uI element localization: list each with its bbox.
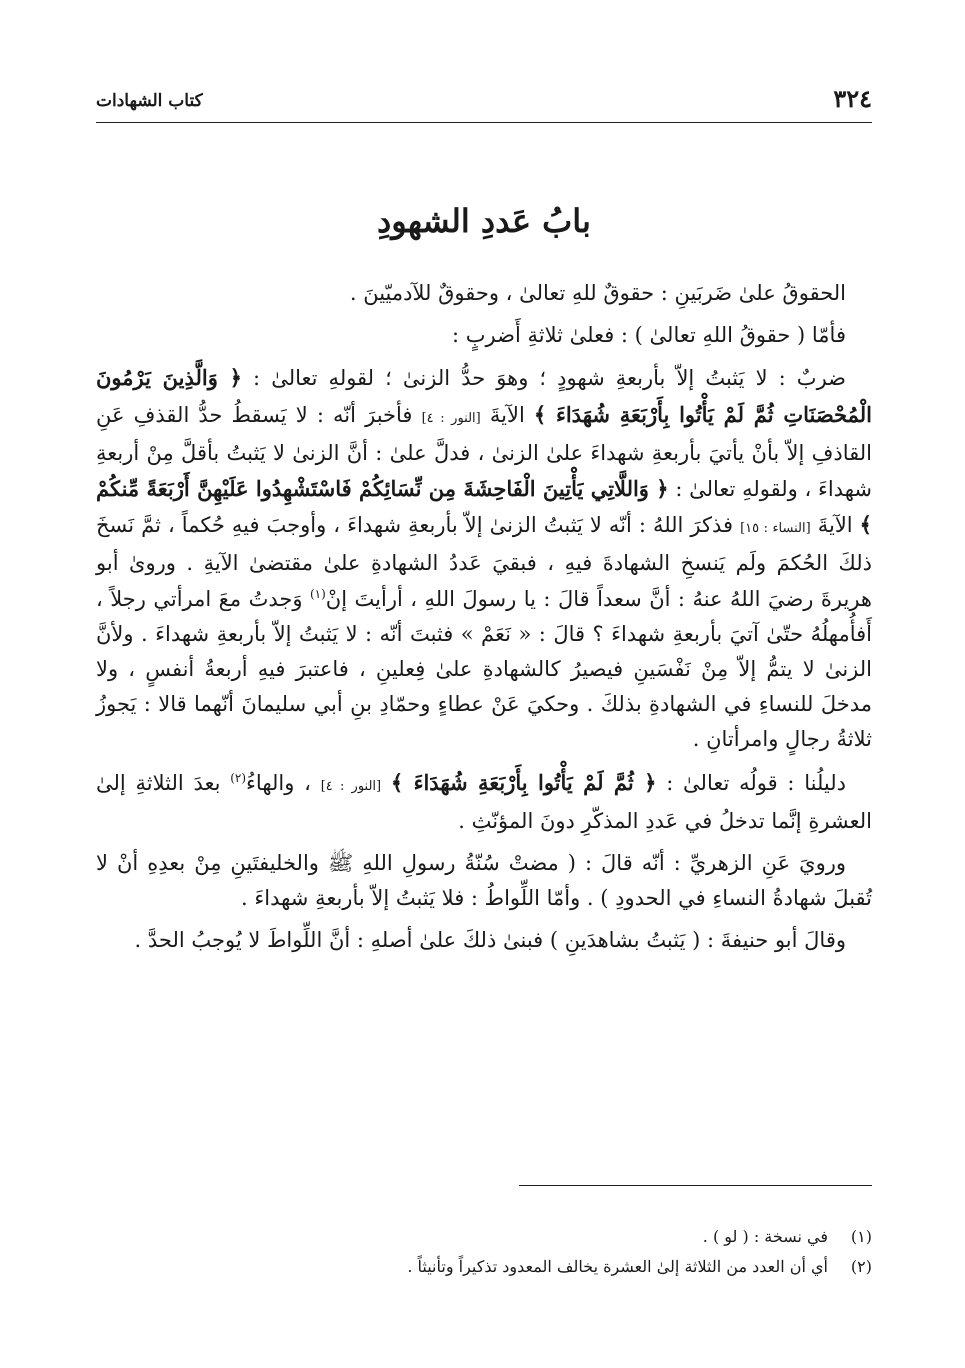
- paragraph-1: الحقوقُ علىٰ ضَربَينِ : حقوقٌ للهِ تعالىٰ ، وحقوقٌ للآدميّينَ .: [349, 281, 846, 305]
- text-segment: بعدَ الثلاثةِ إلىٰ العشرةِ إنَّما تدخلُ في عَددِ المذكّرِ دونَ المؤنّثِ .: [96, 770, 872, 833]
- text-segment: ضربٌ : لا يَثبتُ إلاّ بأربعةِ شهودٍ ؛ وهوَ حدُّ الزنىٰ ؛ لقولهِ تعالىٰ :: [253, 366, 846, 391]
- running-title: كتاب الشهادات: [96, 91, 203, 111]
- quran-verse: ﴿ وَاللَّاتِي يَأْتِينَ الْفَاحِشَةَ مِن نِّسَائِكُمْ فَاسْتَشْهِدُوا عَلَيْهِنَّ أَرْبَعَةً مِّنكُمْ ﴾: [96, 476, 872, 538]
- footnotes: [96, 1222, 872, 1282]
- paragraph-6: وقالَ أبو حنيفةَ : ( يَثبتُ بشاهدَينِ ) فبنىٰ ذلكَ علىٰ أصلهِ : أنَّ اللِّواطَ لا يُوجبُ الحدَّ .: [134, 928, 846, 953]
- paragraph-5: ورويَ عَنِ الزهريِّ : أنّه قالَ : ( مضتْ سُنّةُ رسولِ اللهِ ﷺ والخليفتَينِ مِنْ بعدِهِ أنْ لا تُقبلَ شهادةُ النساءِ في الحدودِ ) . وأمّا اللِّواطُ : فلا يَثبتُ إلاّ بأربعةِ شهداءَ .: [96, 851, 872, 911]
- footnote-separator: [519, 1185, 872, 1186]
- text-segment: وَجدتُ معَ امرأتي رجلاً ، أَفأُمهلُهُ حتّىٰ آتيَ بأربعةِ شهداءَ ؟ قالَ : « نَعَمْ » فثبتَ أنّه : لا يَثبتُ إلاّ بأربعةِ شهداءَ . ولأنَّ الزنىٰ لا يتمُّ إلاّ مِنْ نَفْسَينِ فيصيرُ كالشهادةِ علىٰ فِعلينِ ، فاعتبرَ فيهِ أربعةُ أنفسٍ ، ولا مدخلَ للنساءِ في الشهادةِ بذلكَ . وحكيَ عَنْ عطاءٍ وحمّادِ بنِ أبي سليمانَ أنّهما قالا : يَجوزُ ثلاثةُ رجالٍ وامرأتانِ .: [96, 586, 872, 752]
- footnote-2: [96, 1252, 872, 1282]
- footnote-text: أي أن العدد من الثلاثة إلىٰ العشرة يخالف المعدود تذكيراً وتأنيثاً .: [407, 1257, 828, 1276]
- quran-verse: ﴿ ثُمَّ لَمْ يَأْتُوا بِأَرْبَعَةِ شُهَدَاءَ ﴾: [390, 769, 657, 795]
- verse-citation: [النور : ٤]: [320, 778, 382, 794]
- page-number: ٣٢٤: [833, 84, 872, 113]
- paragraph-3: [96, 360, 872, 757]
- verse-citation: [النساء : ١٥]: [740, 521, 811, 537]
- footnote-ref-1[interactable]: (١): [309, 586, 326, 601]
- footnote-number: (٢): [850, 1257, 872, 1276]
- verse-citation: [النور : ٤]: [421, 410, 481, 426]
- chapter-title: بابُ عَددِ الشهودِ: [377, 202, 591, 240]
- footnote-1: [96, 1222, 872, 1252]
- page-header: [96, 82, 872, 123]
- text-segment: دليلُنا : قولُه تعالىٰ :: [666, 770, 846, 795]
- text-segment: الآيةَ: [817, 513, 853, 538]
- paragraph-2: فأمّا ( حقوقُ اللهِ تعالىٰ ) : فعلىٰ ثلاثةِ أَضربٍ :: [452, 323, 846, 348]
- main-text: [96, 276, 872, 966]
- paragraph-4: [96, 765, 872, 839]
- quran-verse: ﴿ وَالَّذِينَ يَرْمُونَ الْمُحْصَنَاتِ ثُمَّ لَمْ يَأْتُوا بِأَرْبَعَةِ شُهَدَاءَ ﴾: [96, 365, 872, 427]
- text-segment: ، والهاءُ: [246, 770, 311, 795]
- text-segment: فذكرَ اللهُ : أنّه لا يَثبتُ الزنىٰ إلاّ بأربعةِ شهداءَ ، وأوجبَ فيهِ حُكماً ، ثمَّ نَسخَ ذلكَ الحُكمَ ولَم يَنسخِ الشهادةَ فيهِ ، فبقيَ عَددُ الشهادةِ علىٰ مقتضىٰ الآيةِ . وروىٰ أبو هريرةَ رضيَ اللهُ عنهُ : أنَّ سعداً قالَ : يا رسولَ اللهِ ، أرأيتَ إنْ: [96, 513, 872, 611]
- footnote-number: (١): [850, 1227, 872, 1246]
- text-segment: فأخبرَ أنّه : لا يَسقطُ حدُّ القذفِ عَنِ القاذفِ إلاّ بأنْ يأتيَ بأربعةِ شهداءَ علىٰ الزنىٰ ، فدلَّ علىٰ : أنَّ الزنىٰ لا يَثبتُ بأقلَّ مِنْ أربعةِ شهداءَ ، ولقولهِ تعالىٰ :: [96, 402, 872, 502]
- footnote-text: في نسخة : ( لو ) .: [702, 1227, 828, 1246]
- footnote-ref-2[interactable]: (٢): [230, 770, 247, 785]
- text-segment: الآيةَ: [489, 402, 525, 427]
